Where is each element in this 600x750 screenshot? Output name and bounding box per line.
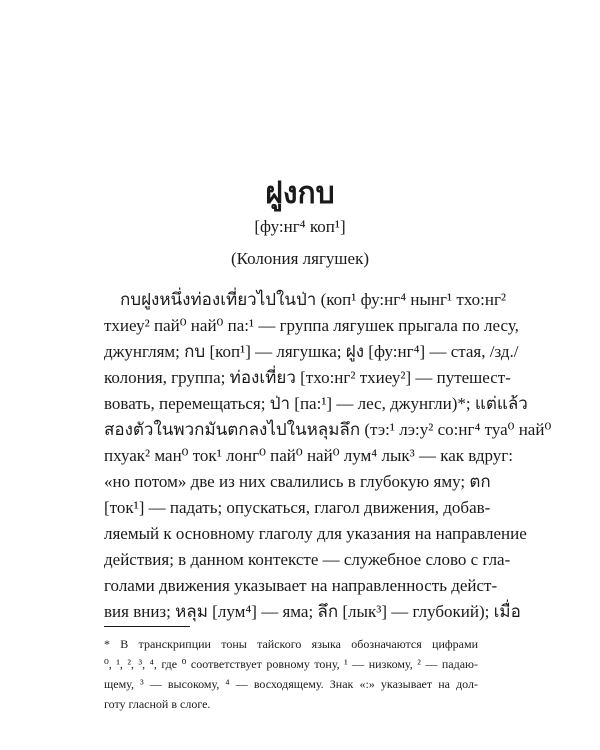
title-translation: (Колония лягушек)	[230, 249, 369, 268]
body-line: действия; в данном контексте — служебное слово с гла-	[104, 550, 511, 569]
body-line: джунглям; กบ [коп¹] — лягушка; ฝูง [фу:нг⁴] — стая, /зд./	[104, 342, 519, 361]
footnote-line: щему, ³ — высокому, ⁴ — восходящему. Знак «:» указывает на дол-	[104, 677, 478, 691]
body-line: ляемый к основному глаголу для указания на направление	[104, 524, 527, 543]
body-line: สองตัวในพวกมันตกลงไปในหลุมลึก (тэ:¹ лэ:у² со:нг⁴ туа⁰ най⁰	[104, 420, 552, 439]
footnote-line: * В транскрипции тоны тайского языка обозначаются цифрами	[104, 637, 478, 651]
body-line: тхиеу² пай⁰ най⁰ па:¹ — группа лягушек прыгала по лесу,	[104, 316, 519, 335]
body-line: голами движения указывает на направленность дейст-	[104, 576, 498, 595]
footnote-line: ⁰, ¹, ², ³, ⁴, где ⁰ соответствует ровному тону, ¹ — низкому, ² — падаю-	[104, 657, 478, 671]
body-line: «но потом» две из них свалились в глубокую яму; ตก	[104, 472, 491, 491]
footnote-line: готу гласной в слоге.	[104, 697, 211, 711]
title-transcription: [фу:нг⁴ коп¹]	[254, 217, 346, 236]
body-line: колония, группа; ท่องเที่ยว [тхо:нг² тхиеу²] — путешест-	[104, 368, 511, 387]
body-line: вовать, перемещаться; ป่า [па:¹] — лес, джунгли)*; แต่แล้ว	[104, 394, 528, 413]
footnote-divider	[104, 626, 190, 627]
body-line: กบฝูงหนึ่งท่องเที่ยวไปในป่า (коп¹ фу:нг⁴ нынг¹ тхо:нг²	[120, 290, 507, 309]
body-line: [ток¹] — падать; опускаться, глагол движения, добав-	[104, 498, 491, 517]
chapter-title: ฝูงกบ	[265, 176, 335, 211]
body-line: пхуак² ман⁰ ток¹ лонг⁰ пай⁰ най⁰ лум⁴ лык³ — как вдруг:	[104, 446, 514, 465]
body-line: вия вниз; หลุม [лум⁴] — яма; ลึก [лык³] — глубокий); เมื่อ	[104, 602, 521, 621]
